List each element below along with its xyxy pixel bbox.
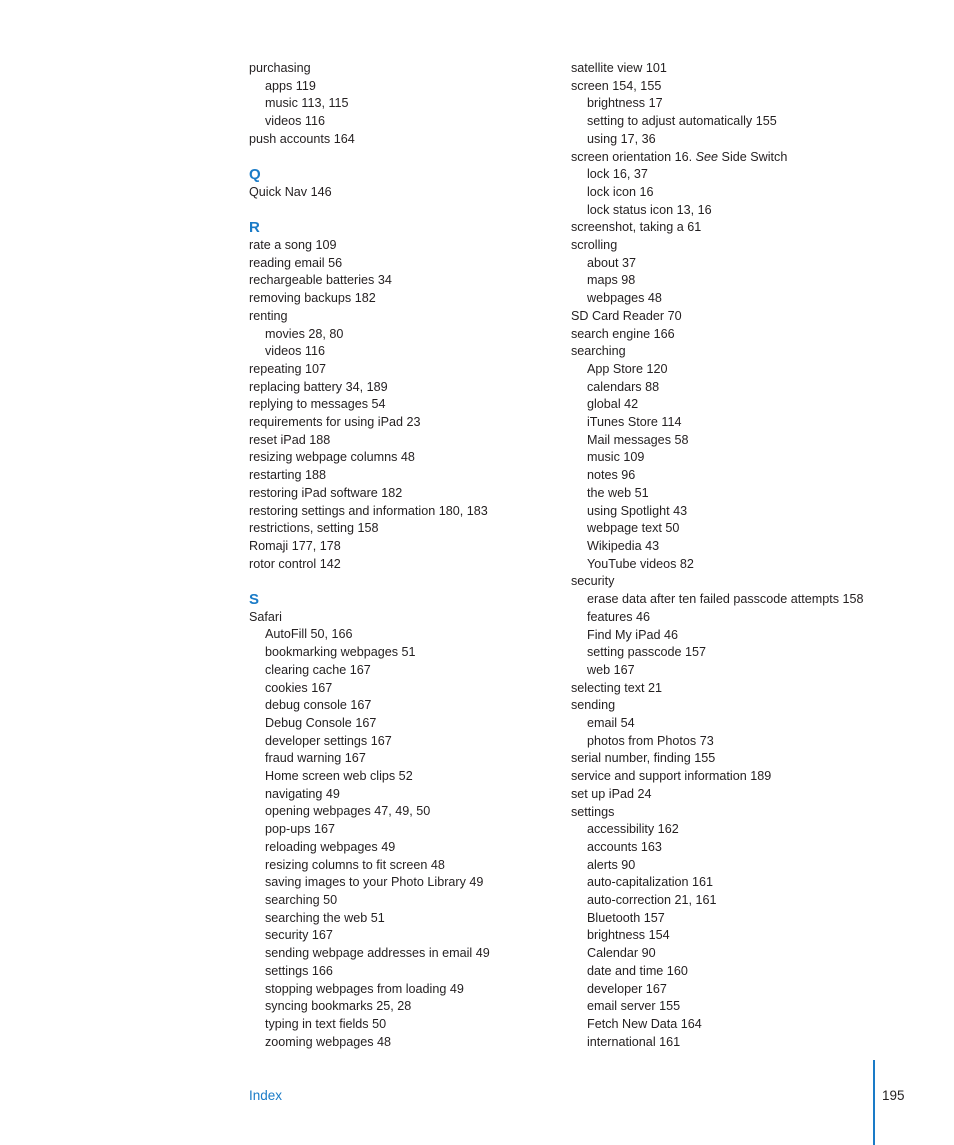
index-subentry: email 54 (587, 716, 635, 731)
index-subentry: auto-capitalization 161 (587, 875, 714, 890)
index-entry: Safari (249, 609, 282, 624)
index-entry: replying to messages 54 (249, 397, 386, 412)
index-entry: replacing battery 34, 189 (249, 379, 388, 394)
index-entry: reset iPad 188 (249, 432, 331, 447)
index-entry: purchasing (249, 61, 311, 75)
index-subentry: features 46 (587, 609, 651, 624)
index-subentry: Find My iPad 46 (587, 627, 678, 642)
index-subentry: App Store 120 (587, 361, 668, 376)
index-entry: service and support information 189 (571, 769, 772, 784)
index-entry: serial number, finding 155 (571, 751, 716, 766)
index-subentry: accessibility 162 (587, 822, 679, 837)
index-entry: restrictions, setting 158 (249, 521, 379, 536)
index-entry: restoring settings and information 180, 183 (249, 503, 488, 518)
index-subentry: global 42 (587, 397, 639, 412)
index-subentry: typing in text fields 50 (265, 1016, 387, 1031)
index-entry: restarting 188 (249, 468, 327, 483)
index-subentry: settings 166 (265, 963, 333, 978)
index-subentry: syncing bookmarks 25, 28 (265, 999, 412, 1014)
index-entry: screenshot, taking a 61 (571, 220, 702, 235)
index-subentry: alerts 90 (587, 857, 636, 872)
index-entry: settings (571, 804, 615, 819)
index-subentry: AutoFill 50, 166 (265, 627, 353, 642)
index-subentry: erase data after ten failed passcode attempts 158 (587, 592, 864, 607)
index-subentry: using Spotlight 43 (587, 503, 688, 518)
index-subentry: brightness 154 (587, 928, 670, 943)
index-subentry: zooming webpages 48 (265, 1034, 392, 1049)
index-subentry: Fetch New Data 164 (587, 1016, 702, 1031)
index-subentry: apps 119 (265, 78, 316, 93)
footer-section-label: Index (249, 1088, 283, 1103)
index-subentry: maps 98 (587, 273, 636, 288)
index-subentry: Home screen web clips 52 (265, 769, 413, 784)
index-subentry: music 109 (587, 450, 645, 465)
index-subentry: cookies 167 (265, 680, 333, 695)
index-subentry: YouTube videos 82 (587, 556, 694, 571)
index-entry: SD Card Reader 70 (571, 308, 682, 323)
index-entry: removing backups 182 (249, 291, 376, 306)
index-subentry: Debug Console 167 (265, 715, 377, 730)
index-subentry: developer settings 167 (265, 733, 392, 748)
index-subentry: bookmarking webpages 51 (265, 645, 416, 660)
index-entry: set up iPad 24 (571, 786, 652, 801)
index-subentry: developer 167 (587, 981, 667, 996)
index-entry: security (571, 574, 615, 589)
index-subentry: calendars 88 (587, 379, 660, 394)
index-subentry: lock 16, 37 (587, 167, 648, 182)
index-subentry: lock icon 16 (587, 184, 654, 199)
index-subentry: opening webpages 47, 49, 50 (265, 804, 431, 819)
index-subentry: lock status icon 13, 16 (587, 202, 712, 217)
index-section-letter: R (249, 219, 260, 237)
index-entry: restoring iPad software 182 (249, 485, 403, 500)
index-subentry: Bluetooth 157 (587, 910, 665, 925)
index-subentry: resizing columns to fit screen 48 (265, 857, 445, 872)
index-subentry: fraud warning 167 (265, 751, 366, 766)
index-entry: rate a song 109 (249, 238, 337, 252)
index-entry: sending (571, 698, 616, 713)
index-subentry: date and time 160 (587, 963, 688, 978)
index-subentry: accounts 163 (587, 839, 662, 854)
index-subentry: searching the web 51 (265, 910, 385, 925)
index-column-right (571, 60, 911, 1051)
index-column-left (249, 60, 549, 1051)
index-entry: Romaji 177, 178 (249, 538, 341, 553)
page-number: 195 (882, 1088, 905, 1103)
index-entry: rechargeable batteries 34 (249, 273, 392, 288)
index-subentry: web 167 (587, 662, 635, 677)
index-entry: Quick Nav 146 (249, 184, 332, 199)
index-subentry: webpages 48 (587, 291, 662, 306)
index-subentry: pop-ups 167 (265, 822, 336, 837)
index-entry: reading email 56 (249, 255, 343, 270)
index-entry: scrolling (571, 238, 618, 253)
index-subentry: stopping webpages from loading 49 (265, 981, 464, 996)
index-subentry: sending webpage addresses in email 49 (265, 946, 490, 961)
footer-divider (873, 1060, 875, 1145)
index-entry: push accounts 164 (249, 131, 355, 146)
index-subentry: reloading webpages 49 (265, 839, 396, 854)
index-subentry: videos 116 (265, 114, 325, 129)
index-subentry: music 113, 115 (265, 96, 349, 111)
index-subentry: clearing cache 167 (265, 662, 371, 677)
index-entry: screen orientation 16. See Side Switch (571, 149, 788, 164)
index-entry: searching (571, 344, 626, 359)
index-subentry: notes 96 (587, 468, 636, 483)
index-entry: requirements for using iPad 23 (249, 415, 421, 430)
index-subentry: security 167 (265, 928, 333, 943)
index-subentry: about 37 (587, 255, 637, 270)
index-subentry: iTunes Store 114 (587, 415, 682, 430)
index-subentry: email server 155 (587, 999, 681, 1014)
index-entry: rotor control 142 (249, 556, 341, 571)
index-subentry: international 161 (587, 1034, 681, 1049)
index-subentry: setting passcode 157 (587, 645, 707, 660)
index-subentry: auto-correction 21, 161 (587, 893, 717, 908)
index-section-letter: Q (249, 166, 261, 184)
index-subentry: videos 116 (265, 344, 325, 359)
index-subentry: brightness 17 (587, 96, 663, 111)
index-subentry: setting to adjust automatically 155 (587, 114, 777, 129)
index-subentry: the web 51 (587, 485, 649, 500)
index-entry: selecting text 21 (571, 680, 663, 695)
index-entry: search engine 166 (571, 326, 675, 341)
index-subentry: Mail messages 58 (587, 432, 689, 447)
index-entry: satellite view 101 (571, 61, 667, 75)
index-entry: screen 154, 155 (571, 78, 662, 93)
index-subentry: webpage text 50 (587, 521, 680, 536)
index-subentry: Calendar 90 (587, 946, 656, 961)
index-subentry: navigating 49 (265, 786, 340, 801)
index-subentry: searching 50 (265, 893, 338, 907)
index-subentry: Wikipedia 43 (587, 538, 660, 553)
index-subentry: photos from Photos 73 (587, 733, 714, 748)
index-subentry: movies 28, 80 (265, 326, 344, 341)
index-subentry: debug console 167 (265, 698, 372, 713)
index-subentry: saving images to your Photo Library 49 (265, 875, 484, 890)
index-entry: renting (249, 308, 288, 323)
index-subentry: using 17, 36 (587, 131, 656, 146)
index-entry: repeating 107 (249, 361, 327, 376)
index-entry: resizing webpage columns 48 (249, 450, 415, 465)
index-section-letter: S (249, 591, 260, 609)
